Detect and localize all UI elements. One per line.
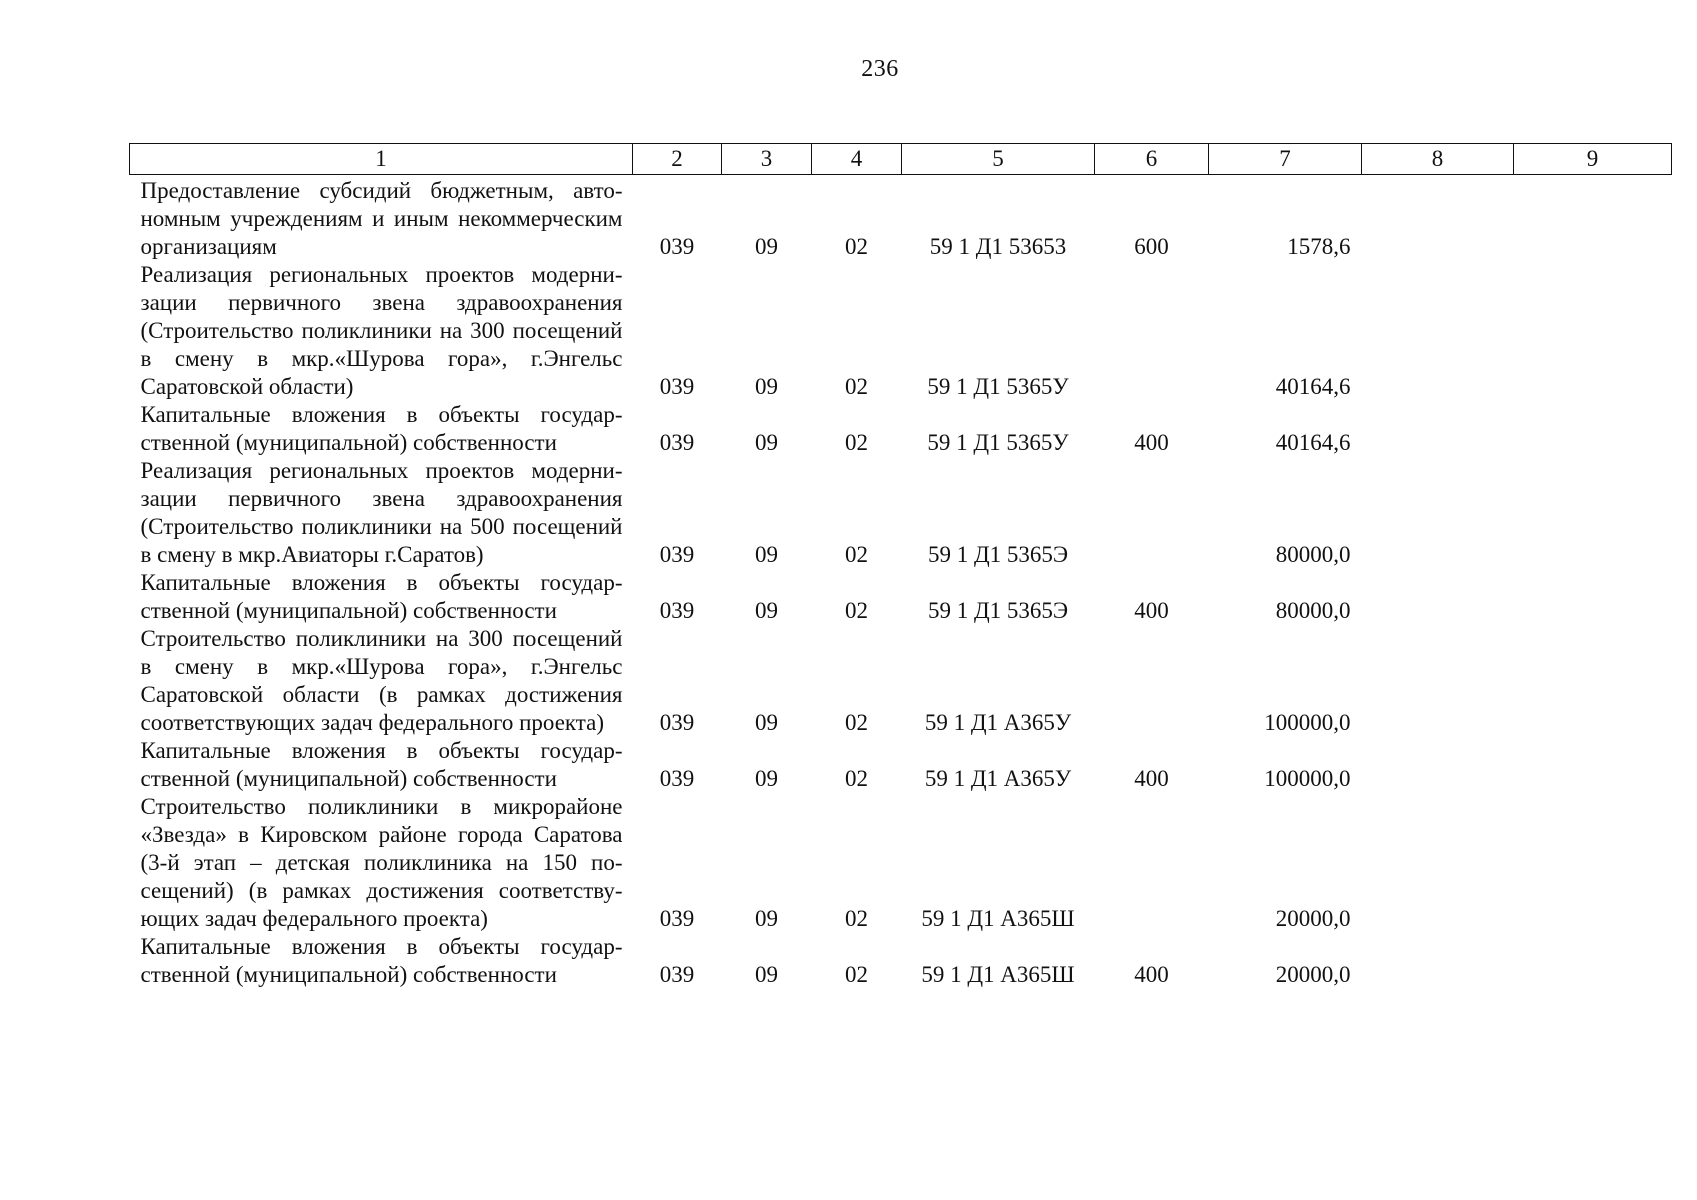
cell-col-9 — [1514, 261, 1672, 401]
cell-subsection: 02 — [845, 766, 868, 791]
cell-target-article: 59 1 Д1 5365Э — [927, 542, 1069, 567]
cell-target-article: 59 1 Д1 5365Э — [927, 598, 1069, 623]
cell-section: 09 — [755, 906, 778, 931]
table-row — [130, 261, 1672, 401]
cell-expense-type: 400 — [1134, 766, 1169, 791]
row-description: Капитальные вложения в объекты государственной (муниципальной) собственности — [140, 934, 623, 987]
cell-ministry-code: 039 — [659, 374, 695, 399]
table-row — [130, 625, 1672, 737]
cell-target-article: 59 1 Д1 А365У — [924, 710, 1072, 735]
cell-subsection: 02 — [845, 542, 868, 567]
cell-col-9 — [1514, 569, 1672, 625]
cell-ministry-code: 039 — [659, 542, 695, 567]
cell-section: 09 — [755, 598, 778, 623]
cell-ministry-code: 039 — [659, 598, 695, 623]
cell-expense-type: 400 — [1134, 430, 1169, 455]
cell-ministry-code: 039 — [659, 962, 695, 987]
row-description: Строительство поликлиники в микрорайоне «Звезда» в Кировском районе города Саратова (3-й этап – детская поликлиника на 150 посещений) (в рамках достижения соответствующих задач федерального проекта) — [140, 794, 623, 931]
cell-amount: 20000,0 — [1275, 962, 1351, 987]
cell-col-8 — [1362, 625, 1514, 737]
cell-col-8 — [1362, 737, 1514, 793]
cell-expense-type: 400 — [1134, 962, 1169, 987]
cell-section: 09 — [755, 374, 778, 399]
cell-ministry-code: 039 — [659, 906, 695, 931]
cell-col-8 — [1362, 401, 1514, 457]
column-header-7: 7 — [1209, 144, 1362, 175]
cell-col-8 — [1362, 457, 1514, 569]
table-body — [130, 175, 1672, 990]
cell-col-8 — [1362, 933, 1514, 989]
column-header-5: 5 — [902, 144, 1095, 175]
row-description: Реализация региональных проектов модернизации первичного звена здравоохранения (Строительство поликлиники на 500 посещений в смену в мкр.Авиаторы г.Саратов) — [140, 458, 623, 567]
header-row — [130, 144, 1672, 175]
cell-col-9 — [1514, 457, 1672, 569]
cell-col-8 — [1362, 569, 1514, 625]
cell-subsection: 02 — [845, 906, 868, 931]
cell-ministry-code: 039 — [659, 234, 695, 259]
cell-col-9 — [1514, 175, 1672, 262]
cell-subsection: 02 — [845, 598, 868, 623]
cell-col-8 — [1362, 793, 1514, 933]
cell-target-article: 59 1 Д1 А365У — [924, 766, 1072, 791]
cell-col-8 — [1362, 261, 1514, 401]
cell-ministry-code: 039 — [659, 430, 695, 455]
cell-amount: 40164,6 — [1275, 430, 1351, 455]
cell-section: 09 — [755, 766, 778, 791]
cell-col-9 — [1514, 625, 1672, 737]
cell-target-article: 59 1 Д1 А365Ш — [921, 906, 1075, 931]
page-number: 236 — [861, 56, 899, 82]
row-description: Капитальные вложения в объекты государственной (муниципальной) собственности — [140, 738, 623, 791]
cell-amount: 80000,0 — [1275, 542, 1351, 567]
cell-col-9 — [1514, 793, 1672, 933]
column-header-4: 4 — [812, 144, 902, 175]
table-row — [130, 175, 1672, 262]
table-row — [130, 793, 1672, 933]
column-header-9: 9 — [1514, 144, 1672, 175]
cell-amount: 80000,0 — [1275, 598, 1351, 623]
column-header-2: 2 — [633, 144, 722, 175]
cell-expense-type — [1095, 261, 1209, 401]
cell-section: 09 — [755, 234, 778, 259]
table-row — [130, 401, 1672, 457]
cell-section: 09 — [755, 542, 778, 567]
row-description: Капитальные вложения в объекты государственной (муниципальной) собственности — [140, 570, 623, 623]
cell-amount: 40164,6 — [1275, 374, 1351, 399]
cell-expense-type: 600 — [1134, 234, 1169, 259]
cell-subsection: 02 — [845, 234, 868, 259]
cell-target-article: 59 1 Д1 5365У — [927, 374, 1069, 399]
row-description: Капитальные вложения в объекты государственной (муниципальной) собственности — [140, 402, 623, 455]
table-row — [130, 933, 1672, 989]
cell-col-8 — [1362, 175, 1514, 262]
cell-expense-type — [1095, 793, 1209, 933]
cell-ministry-code: 039 — [659, 766, 695, 791]
cell-expense-type — [1095, 457, 1209, 569]
cell-amount: 100000,0 — [1264, 710, 1351, 735]
table-header — [130, 144, 1672, 175]
cell-amount: 100000,0 — [1264, 766, 1351, 791]
cell-amount: 20000,0 — [1275, 906, 1351, 931]
cell-col-9 — [1514, 737, 1672, 793]
cell-target-article: 59 1 Д1 А365Ш — [921, 962, 1075, 987]
row-description: Строительство поликлиники на 300 посещений в смену в мкр.«Шурова гора», г.Энгельс Саратовской области (в рамках достижения соответствующих задач федерального проекта) — [140, 626, 623, 735]
cell-amount: 1578,6 — [1287, 234, 1351, 259]
cell-section: 09 — [755, 710, 778, 735]
row-description: Предоставление субсидий бюджетным, автономным учреждениям и иным некоммерческим организациям — [140, 178, 623, 259]
cell-expense-type — [1095, 625, 1209, 737]
column-header-3: 3 — [722, 144, 812, 175]
cell-subsection: 02 — [845, 710, 868, 735]
column-header-6: 6 — [1095, 144, 1209, 175]
cell-expense-type: 400 — [1134, 598, 1169, 623]
cell-subsection: 02 — [845, 374, 868, 399]
cell-target-article: 59 1 Д1 53653 — [929, 234, 1067, 259]
cell-col-9 — [1514, 933, 1672, 989]
column-header-8: 8 — [1362, 144, 1514, 175]
cell-subsection: 02 — [845, 430, 868, 455]
table-row — [130, 737, 1672, 793]
budget-table — [129, 143, 1672, 989]
cell-section: 09 — [755, 962, 778, 987]
cell-col-9 — [1514, 401, 1672, 457]
table-row — [130, 457, 1672, 569]
cell-section: 09 — [755, 430, 778, 455]
cell-ministry-code: 039 — [659, 710, 695, 735]
row-description: Реализация региональных проектов модернизации первичного звена здравоохранения (Строительство поликлиники на 300 посещений в смену в мкр.«Шурова гора», г.Энгельс Саратовской области) — [140, 262, 623, 399]
table-row — [130, 569, 1672, 625]
cell-subsection: 02 — [845, 962, 868, 987]
cell-target-article: 59 1 Д1 5365У — [927, 430, 1069, 455]
column-header-1: 1 — [130, 144, 633, 175]
